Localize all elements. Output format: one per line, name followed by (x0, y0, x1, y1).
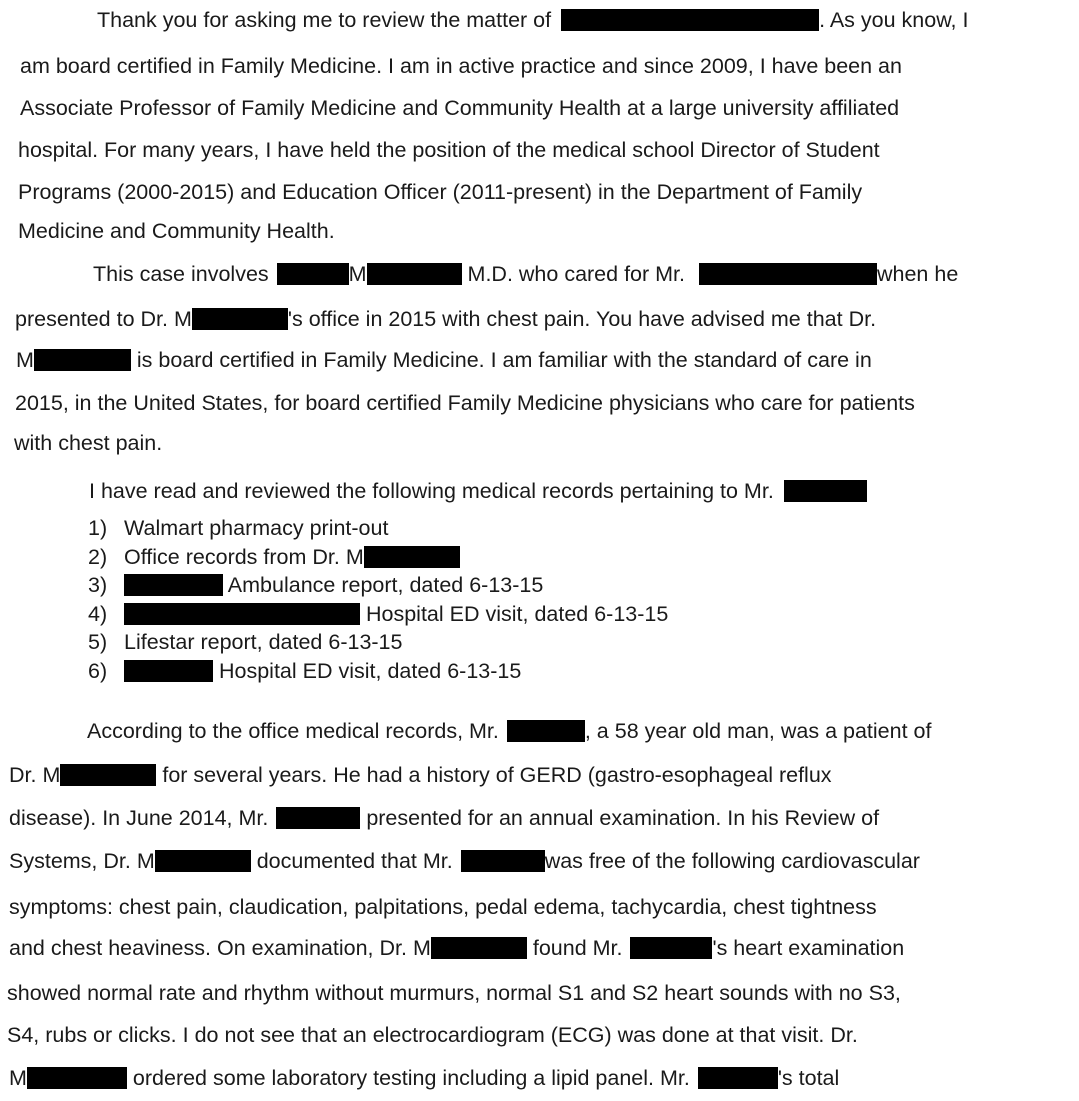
p1-line3: Associate Professor of Family Medicine and Community Health at a large university affiliated (20, 96, 900, 120)
text: ordered some laboratory testing including a lipid panel. Mr. (132, 1066, 690, 1090)
redaction (60, 764, 156, 786)
text: According to the office medical records, Mr. (87, 719, 499, 743)
text: M.D. who cared for Mr. (467, 262, 685, 286)
p4-line5: symptoms: chest pain, claudication, palpitations, pedal edema, tachycardia, chest tightness (9, 895, 877, 919)
redaction (27, 1067, 127, 1089)
list-number: 6) (88, 658, 108, 683)
text: when he (876, 262, 959, 286)
redaction (698, 1067, 778, 1089)
text: Systems, Dr. M (9, 849, 155, 873)
text: Thank you for asking me to review the matter of (97, 8, 552, 32)
p2-line1 (93, 261, 958, 287)
redaction (124, 574, 223, 596)
text: Dr. M (9, 763, 61, 787)
p4-line6 (9, 935, 904, 961)
text: M (348, 262, 367, 286)
p4-line9 (9, 1065, 839, 1091)
p2-line4: 2015, in the United States, for board certified Family Medicine physicians who care for patients (15, 391, 915, 415)
p4-line3 (9, 805, 879, 831)
redaction (461, 850, 545, 872)
list-number: 1) (88, 516, 108, 540)
list-text: Hospital ED visit, dated 6-13-15 (365, 601, 669, 626)
list-text: Walmart pharmacy print-out (124, 516, 389, 540)
p4-line4 (9, 848, 920, 874)
p4-line2 (9, 762, 832, 788)
list-number: 2) (88, 544, 108, 569)
list-number: 3) (88, 573, 108, 598)
list-text: Lifestar report, dated 6-13-15 (124, 630, 403, 655)
text: 's office in 2015 with chest pain. You have advised me that Dr. (287, 307, 877, 331)
p2-line3 (16, 347, 872, 373)
list-item (88, 600, 668, 629)
redaction (507, 720, 585, 742)
p2-line2 (15, 306, 876, 332)
p4-line8: S4, rubs or clicks. I do not see that an electrocardiogram (ECG) was done at that visit. Dr. (7, 1023, 858, 1047)
redaction (155, 850, 251, 872)
redaction (784, 480, 867, 502)
p4-line7: showed normal rate and rhythm without murmurs, normal S1 and S2 heart sounds with no S3, (7, 981, 901, 1005)
list-number: 5) (88, 630, 108, 655)
text: I have read and reviewed the following medical records pertaining to Mr. (89, 479, 774, 503)
redaction (431, 937, 527, 959)
text: 's total (777, 1066, 840, 1090)
p1-line1 (97, 7, 968, 33)
text: presented for an annual examination. In his Review of (366, 806, 880, 830)
p1-line5: Programs (2000-2015) and Education Officer (2011-present) in the Department of Family (18, 180, 863, 204)
redaction (699, 263, 877, 285)
text: . As you know, I (819, 8, 969, 32)
p1-line6: Medicine and Community Health. (18, 219, 335, 243)
redaction (364, 546, 460, 568)
text: disease). In June 2014, Mr. (9, 806, 269, 830)
p4-line1 (87, 718, 931, 744)
list-text: Office records from Dr. M (124, 544, 364, 569)
redaction (124, 660, 213, 682)
redaction (367, 263, 462, 285)
text: presented to Dr. M (15, 307, 192, 331)
redaction (192, 308, 288, 330)
list-item (88, 657, 668, 686)
redaction (630, 937, 712, 959)
p1-line4: hospital. For many years, I have held the position of the medical school Director of Student (18, 138, 880, 162)
redaction (561, 9, 819, 31)
text: documented that Mr. (256, 849, 453, 873)
text: for several years. He had a history of GERD (gastro-esophageal reflux (162, 763, 832, 787)
list-item (88, 571, 668, 600)
redaction (124, 603, 360, 625)
text: 's heart examination (712, 936, 905, 960)
text: This case involves (93, 262, 269, 286)
p2-line5: with chest pain. (14, 431, 163, 455)
redaction (34, 349, 131, 371)
list-number: 4) (88, 601, 108, 626)
text: M (16, 348, 34, 372)
p3-line1 (89, 478, 867, 504)
text: M (9, 1066, 27, 1090)
list-item (88, 514, 668, 543)
p1-line2: am board certified in Family Medicine. I am in active practice and since 2009, I have been an (20, 54, 902, 78)
list-item (88, 543, 668, 572)
list-text: Hospital ED visit, dated 6-13-15 (218, 658, 522, 683)
text: and chest heaviness. On examination, Dr. M (9, 936, 431, 960)
text: found Mr. (532, 936, 623, 960)
list-item (88, 628, 668, 657)
redaction (277, 263, 349, 285)
redaction (276, 807, 360, 829)
text: is board certified in Family Medicine. I am familiar with the standard of care in (136, 348, 872, 372)
list-text: Ambulance report, dated 6-13-15 (227, 573, 544, 598)
text: , a 58 year old man, was a patient of (584, 719, 932, 743)
records-list (88, 514, 668, 686)
text: was free of the following cardiovascular (544, 849, 920, 873)
